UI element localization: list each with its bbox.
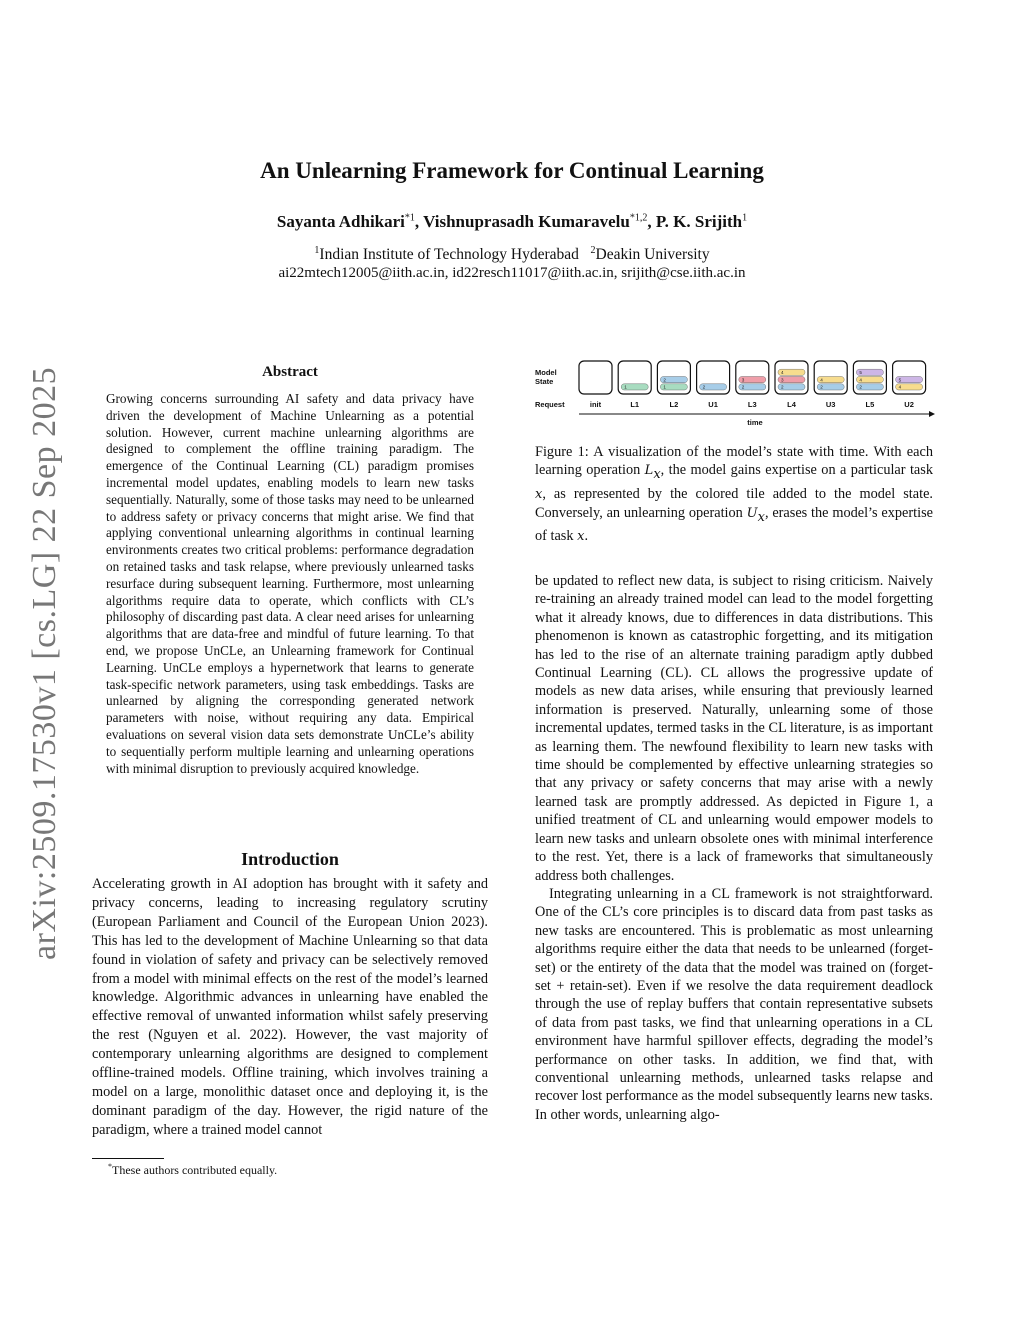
task-tile-label: 2	[859, 384, 862, 390]
request-label: L1	[630, 400, 640, 409]
caption-text: .	[584, 528, 589, 545]
footnote-text: These authors contributed equally.	[112, 1163, 278, 1177]
paper-title: An Unlearning Framework for Continual Learning	[260, 158, 764, 183]
request-label: L4	[787, 400, 796, 409]
abstract-text: Growing concerns surrounding AI safety and data privacy have driven the development of Machine Unlearning as a potential solution. However, current machine unlearning algorithms are designed to complement the offline training paradigm. The emergence of the Continual Learning (CL) paradigm promises incremental model updates, enabling models to learn new tasks sequentially. Naturally, some of those tasks may need to be unlearned to address safety or privacy concerns that might arise. We find that applying conventional unlearning algorithms in continual learning environments creates two critical problems: performance degradation on retained tasks and task relapse, where previously unlearned tasks resurface during subsequent learning. Furthermore, most unlearning algorithms require data to operate, which conflicts with CL’s philosophy of discarding past data. A clear need arises for unlearning algorithms that are data-free and mindful of future learning. To that end, we propose UnCLe, an Unlearning framework for Continual Learning. UnCLe employs a hypernetwork that learns to generate task-specific network parameters, using task embeddings. Tasks are unlearned by aligning the corresponding generated network parameters with noise, without requiring any data. Empirical evaluations on several vision data sets demonstrate UnCLe’s ability to sequentially perform multiple learning and unlearning operations with minimal disruption to previously acquired knowledge.	[106, 391, 474, 776]
request-label: U3	[825, 400, 836, 409]
task-tile-label: 5	[898, 377, 902, 383]
affiliation-name: Deakin University	[595, 246, 710, 264]
request-label: L3	[747, 400, 757, 409]
footnote-mark: *	[108, 1162, 112, 1171]
request-label: init	[589, 400, 602, 409]
task-tile-label: 2	[663, 377, 666, 383]
body-paragraph: Integrating unlearning in a CL framework is not straightforward. One of the CL’s core principles is to discard data from past tasks as new tasks are encountered. This is problematic as most unlearning algorithms require either the data that needs to be unlearned (forget-set) or the entirety of the data that the model was trained on (forget-set + retain-set). Even if we resolve the data requirement deadlock through the use of replay buffers that contain representative subsets of data from past tasks, we find that unlearning operations in a CL environment have harmful spillover effects, degrading the model’s performance on other tasks. In addition, we find that, with conventional unlearning methods, unlearned tasks relapse and recover lost performance as the model subsequently learns new tasks. In other words, unlearning algo-	[535, 885, 933, 1123]
author-sup: *1,2	[629, 212, 648, 224]
author-sup: *1	[404, 212, 415, 224]
math-symbol: L	[644, 463, 654, 479]
affiliation-name: Indian Institute of Technology Hyderabad	[319, 246, 579, 264]
caption-text: Figure 1: A visualization of the model’s state with time. With each learning operation	[535, 444, 933, 479]
math-subscript: x	[653, 467, 661, 483]
caption-text: , the model gains expertise on a particular task	[660, 462, 933, 479]
author-name: Vishnuprasadh Kumaravelu	[423, 212, 630, 231]
math-symbol: U	[746, 506, 758, 522]
task-tile-label: 4	[898, 384, 902, 390]
math-symbol: x	[535, 486, 543, 502]
task-tile-label: 2	[781, 384, 784, 390]
author-name: P. K. Srijith	[655, 212, 743, 231]
request-label: L5	[865, 400, 875, 409]
arxiv-sidebar-id: arXiv:2509.17530v1 [cs.LG] 22 Sep 2025	[26, 366, 63, 960]
request-label: U1	[708, 400, 718, 409]
task-tile-label: 5	[859, 370, 862, 376]
task-tile-label: 4	[859, 377, 862, 383]
introduction-heading: Introduction	[241, 849, 339, 869]
model-state-box	[579, 361, 612, 394]
right-column-body	[535, 572, 933, 1124]
request-row-label: Request	[535, 400, 565, 409]
task-tile-label: 2	[741, 384, 745, 390]
math-subscript: x	[757, 509, 765, 525]
time-axis-label: time	[747, 418, 763, 427]
author-separator: ,	[414, 212, 424, 231]
task-tile-label: 2	[820, 384, 823, 390]
footnote	[108, 1162, 488, 1178]
figure-1-diagram	[533, 358, 935, 430]
affiliation-sup: 2	[590, 245, 596, 256]
task-tile-label: 1	[663, 384, 666, 390]
task-tile-label: 1	[624, 384, 627, 390]
author-emails: ai22mtech12005@iith.ac.in, id22resch11017@iith.ac.in, srijith@cse.iith.ac.in	[278, 265, 746, 281]
math-symbol: x	[577, 529, 585, 545]
figure-1-caption	[535, 443, 933, 547]
model-state-label: Model	[535, 368, 557, 377]
time-axis-arrowhead	[929, 411, 935, 417]
footnote-rule	[92, 1158, 164, 1159]
affiliation-sup: 1	[314, 245, 320, 256]
model-state-label: State	[535, 377, 554, 386]
author-name: Sayanta Adhikari	[276, 212, 405, 231]
caption-text: , as represented by the colored tile added to the model state. Conversely, an unlearning operation	[535, 485, 933, 522]
author-sup: 1	[742, 212, 748, 224]
author-list	[0, 212, 1024, 232]
task-tile-label: 2	[702, 384, 706, 390]
task-tile-label: 3	[781, 377, 784, 383]
task-tile-label: 4	[781, 370, 784, 376]
request-label: L2	[669, 400, 679, 409]
author-separator: ,	[647, 212, 656, 231]
task-tile-label: 3	[741, 377, 745, 383]
affiliations	[0, 245, 1024, 264]
request-label: U2	[904, 400, 914, 409]
abstract-heading: Abstract	[262, 364, 318, 380]
task-tile-label: 4	[820, 377, 823, 383]
body-paragraph: be updated to reflect new data, is subject to rising criticism. Naively re-training an already trained model can lead to the model forgetting what it already knows, due to differences in data distributions. This phenomenon is known as catastrophic forgetting, and its mitigation has led to the rise of an alternate training paradigm aptly dubbed Continual Learning (CL). CL allows the progressive update of models as new data arises, while ensuring that previously learned information is preserved. Naturally, unlearning some of those incremental updates, termed tasks in the CL literature, is as important as learning them. The newfound flexibility to learn new tasks with time should be complemented by effective unlearning strategies so that any privacy or safety concerns that may arise with a newly learned task are promptly addressed. As depicted in Figure 1, a unified treatment of CL and unlearning would empower models to learn new tasks and unlearn obsolete ones with minimal interference to the rest. Yet, there is a lack of frameworks that simultaneously address both challenges.	[535, 573, 933, 884]
caption-text: , erases the model’s expertise of task	[535, 505, 934, 545]
introduction-text: Accelerating growth in AI adoption has brought with it safety and privacy concerns, leading to increasing regulatory scrutiny (European Parliament and Council of the European Union 2023). This has led to the development of Machine Unlearning so that data found in violation of safety and privacy can be selectively removed from a model with minimal effects on the rest of the model’s learned knowledge. Algorithmic advances in unlearning have enabled the effective removal of unwanted information whilst safely preserving the rest (Nguyen et al. 2022). However, the vast majority of contemporary unlearning algorithms are designed to complement offline-trained models. Offline training, which involves training a model on a large, monolithic dataset once and deploying it, is the dominant paradigm of the day. However, the rigid nature of the paradigm, where a trained model cannot	[92, 876, 488, 1138]
